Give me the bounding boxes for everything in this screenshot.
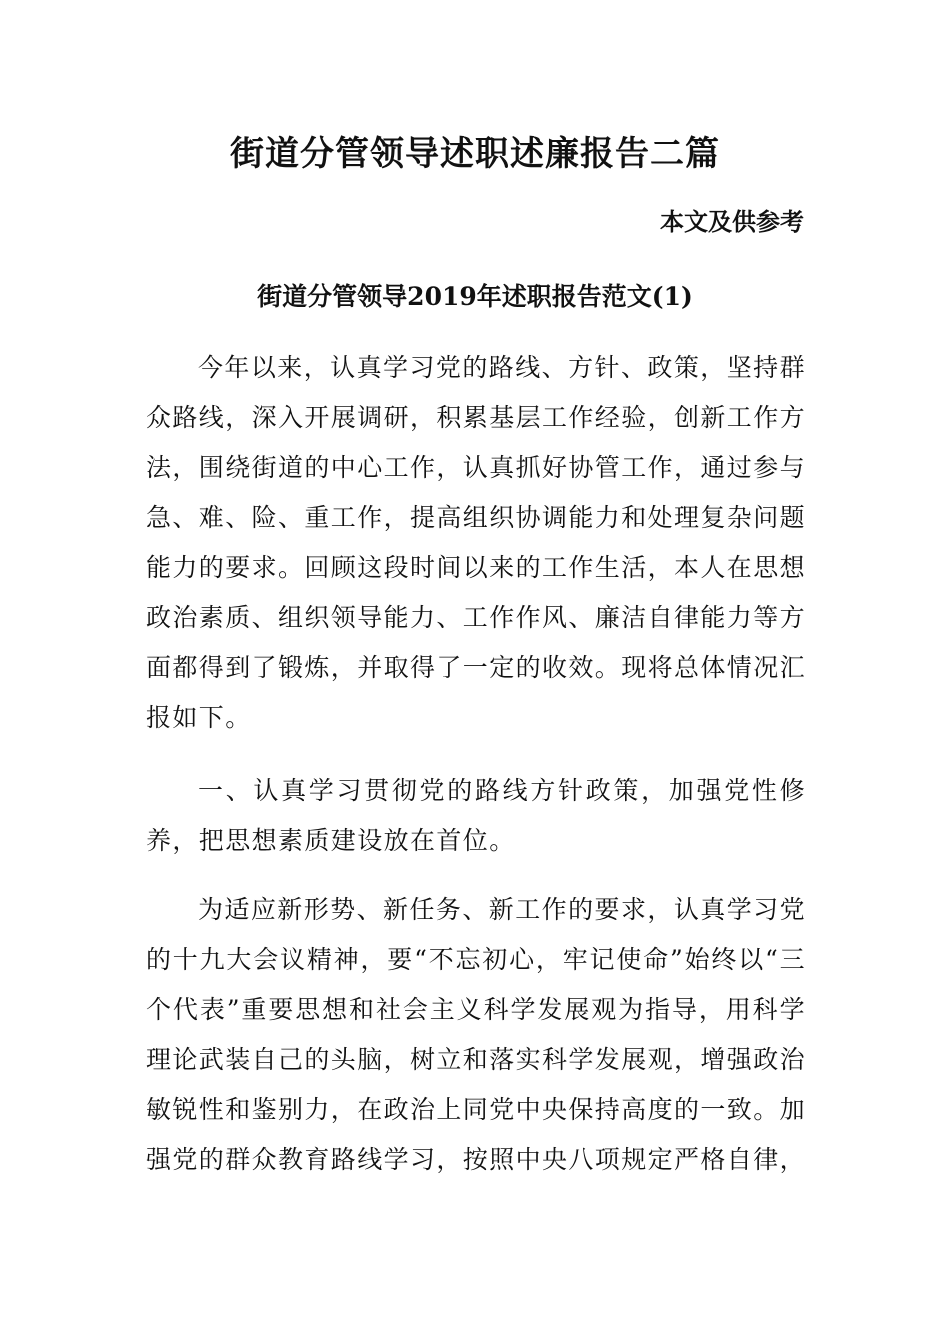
section-heading: 街道分管领导2019年述职报告范文(1) [257, 282, 693, 311]
document-title: 街道分管领导述职述廉报告二篇 [230, 134, 720, 174]
body-paragraph-intro: 今年以来，认真学习党的路线、方针、政策，坚持群众路线，深入开展调研，积累基层工作经验，创新工作方法，围绕街道的中心工作，认真抓好协管工作，通过参与急、难、险、重工作，提高组织协调能力和处理复杂问题能力的要求。回顾这段时间以来的工作生活，本人在思想政治素质、组织领导能力、工作作风、廉洁自律能力等方面都得到了锻炼，并取得了一定的收效。现将总体情况汇报如下。 [146, 353, 807, 732]
body-paragraph-point-one: 一、认真学习贯彻党的路线方针政策，加强党性修养，把思想素质建设放在首位。 [146, 776, 806, 855]
reference-note: 本文及供参考 [660, 207, 804, 236]
body-paragraph-study: 为适应新形势、新任务、新工作的要求，认真学习党的十九大会议精神，要“不忘初心，牢记使命”始终以“三个代表”重要思想和社会主义科学发展观为指导，用科学理论武装自己的头脑，树立和落实科学发展观，增强政治敏锐性和鉴别力，在政治上同党中央保持高度的一致。加强党的群众教育路线学习，按照中央八项规定严格自律， [146, 895, 807, 1174]
